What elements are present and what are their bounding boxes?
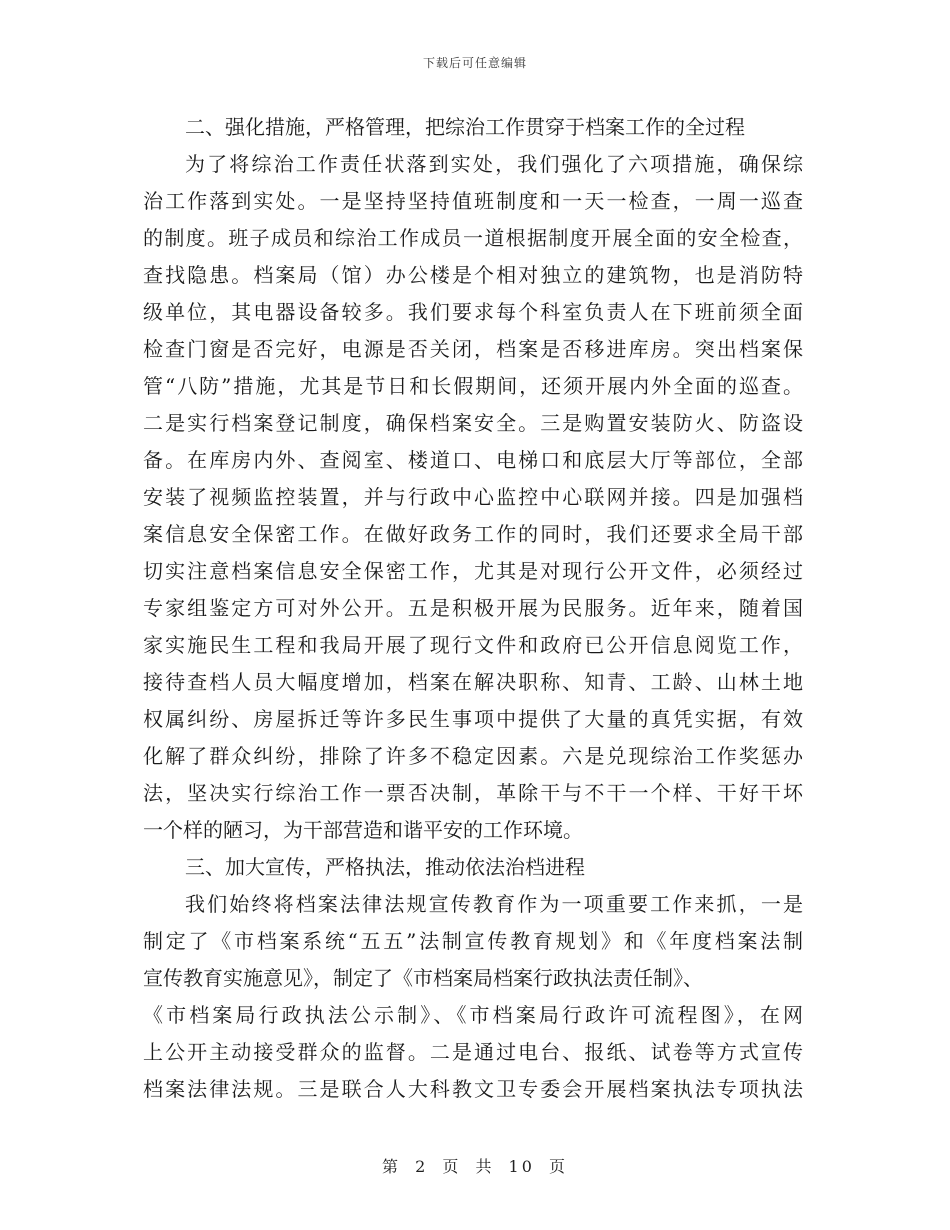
paragraph-line: 切实注意档案信息安全保密工作，尤其是对现行公开文件，必须经过: [143, 559, 803, 583]
paragraph-line: 案信息安全保密工作。在做好政务工作的同时，我们还要求全局干部: [143, 522, 803, 546]
document-body: [143, 109, 803, 1108]
paragraph-line: 接待查档人员大幅度增加，档案在解决职称、知青、工龄、山林土地: [143, 670, 803, 694]
paragraph-line: 家实施民生工程和我局开展了现行文件和政府已公开信息阅览工作，: [143, 633, 803, 657]
paragraph-line: 检查门窗是否完好，电源是否关闭，档案是否移进库房。突出档案保: [143, 337, 803, 361]
paragraph-line: 上公开主动接受群众的监督。二是通过电台、报纸、试卷等方式宣传: [143, 1040, 803, 1064]
paragraph-line: 查找隐患。档案局（馆）办公楼是个相对独立的建筑物，也是消防特: [143, 263, 803, 287]
paragraph-line: 《市档案局行政执法公示制》、《市档案局行政许可流程图》，在网: [143, 1003, 803, 1027]
page-header-note: 下载后可任意编辑: [422, 56, 527, 70]
paragraph-line: 安装了视频监控装置，并与行政中心监控中心联网并接。四是加强档: [143, 485, 803, 509]
paragraph-line: 备。在库房内外、查阅室、楼道口、电梯口和底层大厅等部位，全部: [143, 448, 803, 472]
section-heading-2: 二、强化措施，严格管理，把综治工作贯穿于档案工作的全过程: [185, 115, 745, 139]
paragraph-line: 管“八防”措施，尤其是节日和长假期间，还须开展内外全面的巡查。: [143, 374, 803, 398]
paragraph-line: 二是实行档案登记制度，确保档案安全。三是购置安装防火、防盗设: [143, 411, 803, 435]
paragraph-line: 法，坚决实行综治工作一票否决制，革除干与不干一个样、干好干坏: [143, 781, 803, 805]
page-number-footer: 第 2 页 共 10 页: [382, 1157, 568, 1176]
paragraph-line: 制定了《市档案系统“五五”法制宣传教育规划》和《年度档案法制: [143, 929, 803, 953]
paragraph-line: 宣传教育实施意见》，制定了《市档案局档案行政执法责任制》、: [143, 966, 703, 990]
paragraph-line: 治工作落到实处。一是坚持坚持值班制度和一天一检查，一周一巡查: [143, 189, 803, 213]
paragraph-line: 专家组鉴定方可对外公开。五是积极开展为民服务。近年来，随着国: [143, 596, 803, 620]
paragraph-line: 档案法律法规。三是联合人大科教文卫专委会开展档案执法专项执法: [143, 1077, 803, 1101]
paragraph-line: 的制度。班子成员和综治工作成员一道根据制度开展全面的安全检查，: [143, 226, 803, 250]
paragraph-line: 级单位，其电器设备较多。我们要求每个科室负责人在下班前须全面: [143, 300, 803, 324]
paragraph-line: 我们始终将档案法律法规宣传教育作为一项重要工作来抓，一是: [185, 892, 803, 916]
paragraph-line-last: 一个样的陋习，为干部营造和谐平安的工作环境。: [143, 818, 583, 842]
paragraph-line: 化解了群众纠纷，排除了许多不稳定因素。六是兑现综治工作奖惩办: [143, 744, 803, 768]
paragraph-line: 为了将综治工作责任状落到实处，我们强化了六项措施，确保综: [185, 152, 803, 176]
section-heading-3: 三、加大宣传，严格执法，推动依法治档进程: [185, 855, 585, 879]
paragraph-line: 权属纠纷、房屋拆迁等许多民生事项中提供了大量的真凭实据，有效: [143, 707, 803, 731]
